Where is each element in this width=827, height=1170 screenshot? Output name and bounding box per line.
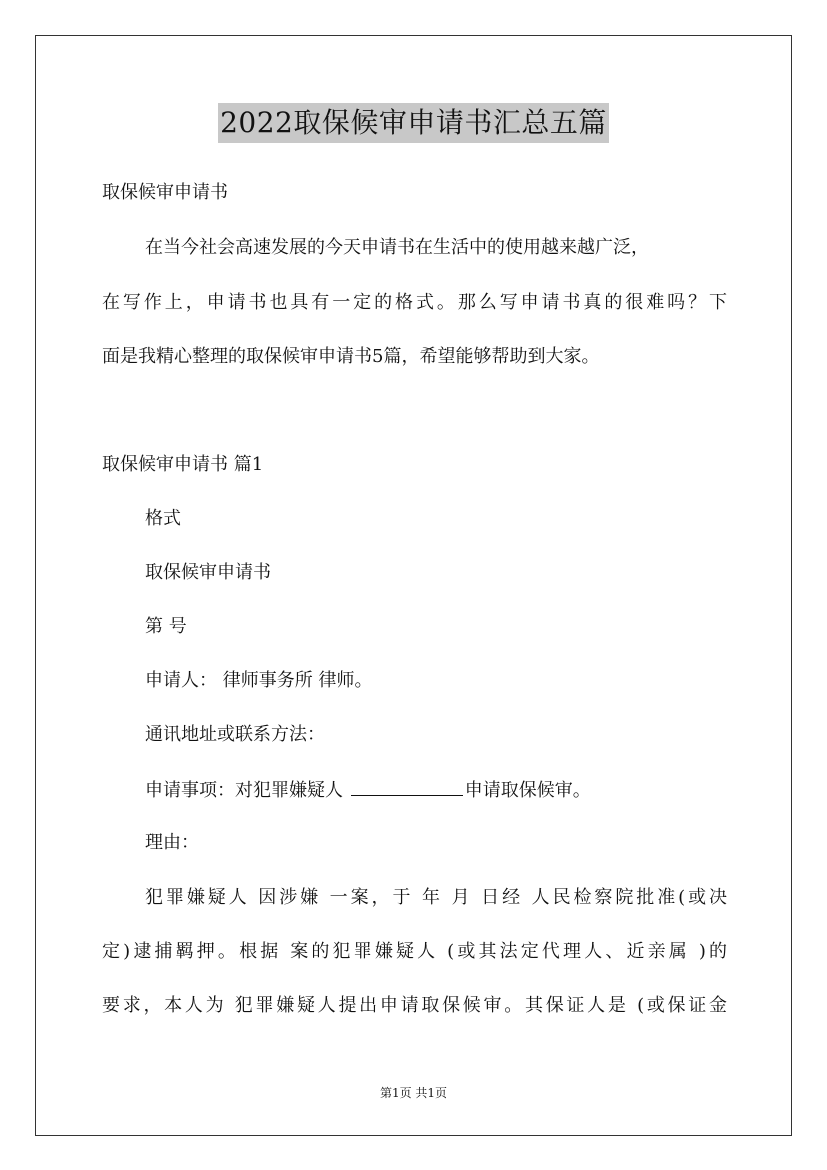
section-heading: 取保候审申请书 篇1 — [102, 454, 264, 475]
format-label: 格式 — [145, 508, 181, 529]
matter-line — [145, 777, 591, 803]
contact-line: 通讯地址或联系方法： — [145, 724, 325, 745]
reason-label: 理由： — [145, 832, 199, 853]
form-title: 取保候审申请书 — [145, 562, 271, 583]
intro-line-3: 面是我精心整理的取保候审申请书5篇，希望能够帮助到大家。 — [102, 346, 600, 367]
intro-line-2: 在写作上，申请书也具有一定的格式。那么写申请书真的很难吗？下 — [102, 292, 727, 313]
intro-line-1: 在当今社会高速发展的今天申请书在生活中的使用越来越广泛， — [145, 237, 649, 258]
title-container — [0, 103, 827, 143]
blank-underline — [351, 777, 463, 796]
number-line: 第 号 — [145, 616, 187, 637]
matter-suffix: 申请取保候审。 — [464, 780, 591, 801]
body-line-1: 犯罪嫌疑人 因涉嫌 一案，于 年 月 日经 人民检察院批准(或决 — [145, 887, 727, 908]
document-title: 2022取保候审申请书汇总五篇 — [218, 103, 609, 143]
page-footer: 第1页 共1页 — [379, 1086, 448, 1100]
applicant-line: 申请人： 律师事务所 律师。 — [145, 670, 373, 691]
body-line-2: 定)逮捕羁押。根据 案的犯罪嫌疑人 (或其法定代理人、近亲属 )的 — [102, 941, 727, 962]
intro-heading: 取保候审申请书 — [102, 182, 228, 203]
body-line-3: 要求，本人为 犯罪嫌疑人提出申请取保候审。其保证人是 (或保证金 — [102, 995, 727, 1016]
matter-prefix: 申请事项：对犯罪嫌疑人 — [145, 780, 349, 801]
